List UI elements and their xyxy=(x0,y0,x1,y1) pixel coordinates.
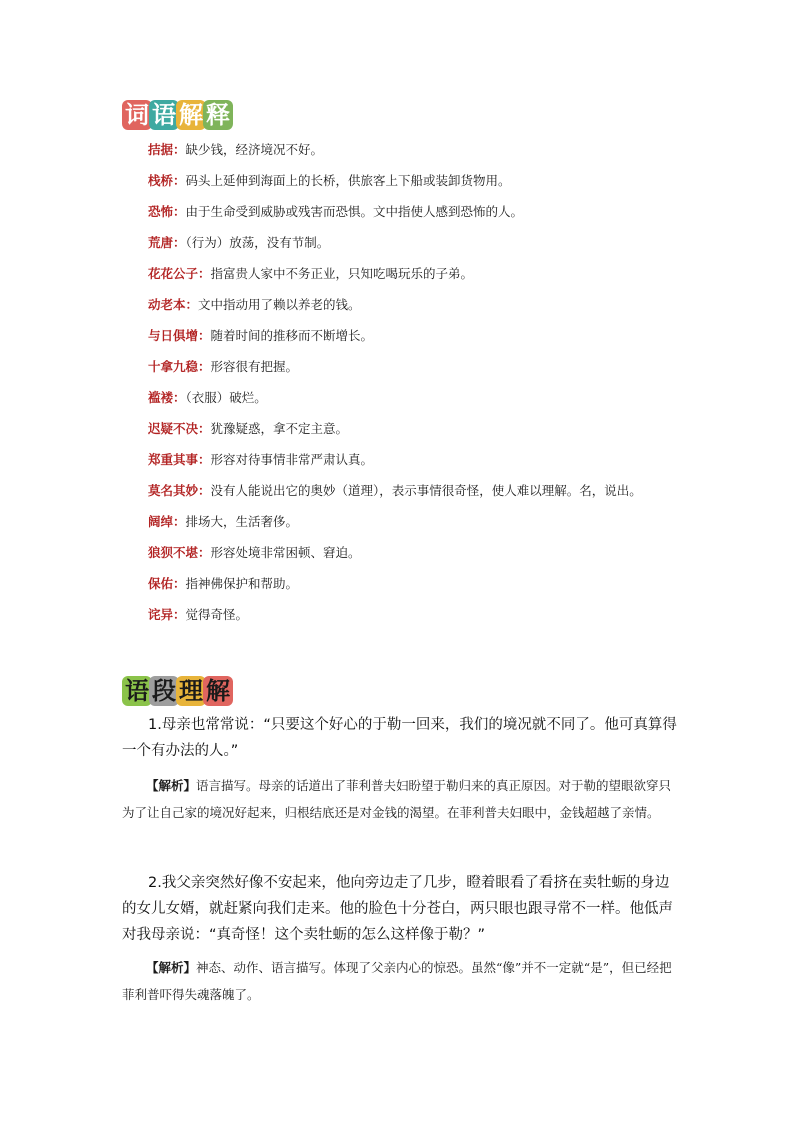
vocab-term: 诧异： xyxy=(148,607,186,622)
passage-1 xyxy=(122,712,682,826)
vocab-term: 荒唐： xyxy=(148,235,186,250)
vocab-definition: 由于生命受到威胁或残害而恐惧。文中指使人感到恐怖的人。 xyxy=(185,204,524,219)
analysis-text: 神态、动作、语言描写。体现了父亲内心的惊恐。虽然“像”并不一定就“是”，但已经把菲利普吓得失魂落魄了。 xyxy=(122,960,672,1002)
vocab-definition: 觉得奇怪。 xyxy=(185,607,249,622)
vocab-term: 迟疑不决： xyxy=(148,421,211,436)
heading-tile: 词 xyxy=(122,100,152,130)
vocab-term: 阔绰： xyxy=(148,514,186,529)
vocab-definition: 指神佛保护和帮助。 xyxy=(185,576,299,591)
vocab-entry xyxy=(122,388,682,408)
vocab-definition: 犹豫疑惑，拿不定主意。 xyxy=(210,421,349,436)
section-heading-passage xyxy=(122,676,230,706)
vocab-definition: （衣服）破烂。 xyxy=(185,390,267,405)
vocab-term: 动老本： xyxy=(148,297,199,312)
vocab-entry xyxy=(122,295,682,315)
vocab-definition: 码头上延伸到海面上的长桥，供旅客上下船或装卸货物用。 xyxy=(185,173,511,188)
vocab-entry xyxy=(122,233,682,253)
vocab-definition: 形容很有把握。 xyxy=(210,359,299,374)
vocab-definition: 没有人能说出它的奥妙（道理），表示事情很奇怪，使人难以理解。名，说出。 xyxy=(210,483,642,498)
vocab-term: 与日俱增： xyxy=(148,328,211,343)
vocab-definition: 指富贵人家中不务正业，只知吃喝玩乐的子弟。 xyxy=(210,266,474,281)
vocab-definition: 缺少钱，经济境况不好。 xyxy=(185,142,324,157)
analysis-text: 语言描写。母亲的话道出了菲利普夫妇盼望于勒归来的真正原因。对于勒的望眼欲穿只为了让自己家的境况好起来，归根结底还是对金钱的渴望。在菲利普夫妇眼中，金钱超越了亲情。 xyxy=(122,778,672,820)
vocab-entry xyxy=(122,481,682,501)
heading-tile: 语 xyxy=(149,100,179,130)
heading-tile: 解 xyxy=(176,100,206,130)
vocab-entry xyxy=(122,202,682,222)
vocab-term: 褴褛： xyxy=(148,390,186,405)
section-heading-vocabulary xyxy=(122,100,230,130)
vocab-term: 保佑： xyxy=(148,576,186,591)
heading-tile: 释 xyxy=(203,100,233,130)
vocab-entry xyxy=(122,357,682,377)
vocab-definition: 排场大，生活奢侈。 xyxy=(185,514,299,529)
vocab-term: 栈桥： xyxy=(148,173,186,188)
passage-quote: 1.母亲也常常说：“只要这个好心的于勒一回来，我们的境况就不同了。他可真算得一个有办法的人。” xyxy=(122,717,677,759)
vocab-entry xyxy=(122,605,682,625)
vocab-entry xyxy=(122,512,682,532)
vocab-definition: （行为）放荡，没有节制。 xyxy=(185,235,330,250)
vocab-entry xyxy=(122,543,682,563)
vocab-term: 郑重其事： xyxy=(148,452,211,467)
vocab-entry xyxy=(122,450,682,470)
vocab-definition: 形容处境非常困顿、窘迫。 xyxy=(210,545,361,560)
vocab-term: 花花公子： xyxy=(148,266,211,281)
vocab-term: 狼狈不堪： xyxy=(148,545,211,560)
analysis-tag: 【解析】 xyxy=(146,960,197,975)
heading-tile: 段 xyxy=(149,676,179,706)
vocab-entry xyxy=(122,326,682,346)
analysis-tag: 【解析】 xyxy=(146,778,197,793)
vocab-entry xyxy=(122,140,682,160)
passage-analysis xyxy=(122,954,682,1008)
passage-quote: 2.我父亲突然好像不安起来，他向旁边走了几步，瞪着眼看了看挤在卖牡蛎的身边的女儿女婿，就赶紧向我们走来。他的脸色十分苍白，两只眼也跟寻常不一样。他低声对我母亲说：“真奇怪！这个卖牡蛎的怎么这样像于勒？” xyxy=(122,875,673,943)
vocab-term: 拮据： xyxy=(148,142,186,157)
vocab-entry xyxy=(122,574,682,594)
vocab-term: 恐怖： xyxy=(148,204,186,219)
passage-analysis xyxy=(122,772,682,826)
vocab-definition: 文中指动用了赖以养老的钱。 xyxy=(198,297,361,312)
vocab-entry xyxy=(122,171,682,191)
vocabulary-list xyxy=(122,140,682,636)
vocab-term: 莫名其妙： xyxy=(148,483,211,498)
heading-tile: 语 xyxy=(122,676,152,706)
vocab-definition: 形容对待事情非常严肃认真。 xyxy=(210,452,374,467)
heading-tile: 理 xyxy=(176,676,206,706)
vocab-entry xyxy=(122,419,682,439)
vocab-definition: 随着时间的推移而不断增长。 xyxy=(210,328,374,343)
passage-2 xyxy=(122,870,682,1008)
heading-tile: 解 xyxy=(203,676,233,706)
vocab-term: 十拿九稳： xyxy=(148,359,211,374)
vocab-entry xyxy=(122,264,682,284)
